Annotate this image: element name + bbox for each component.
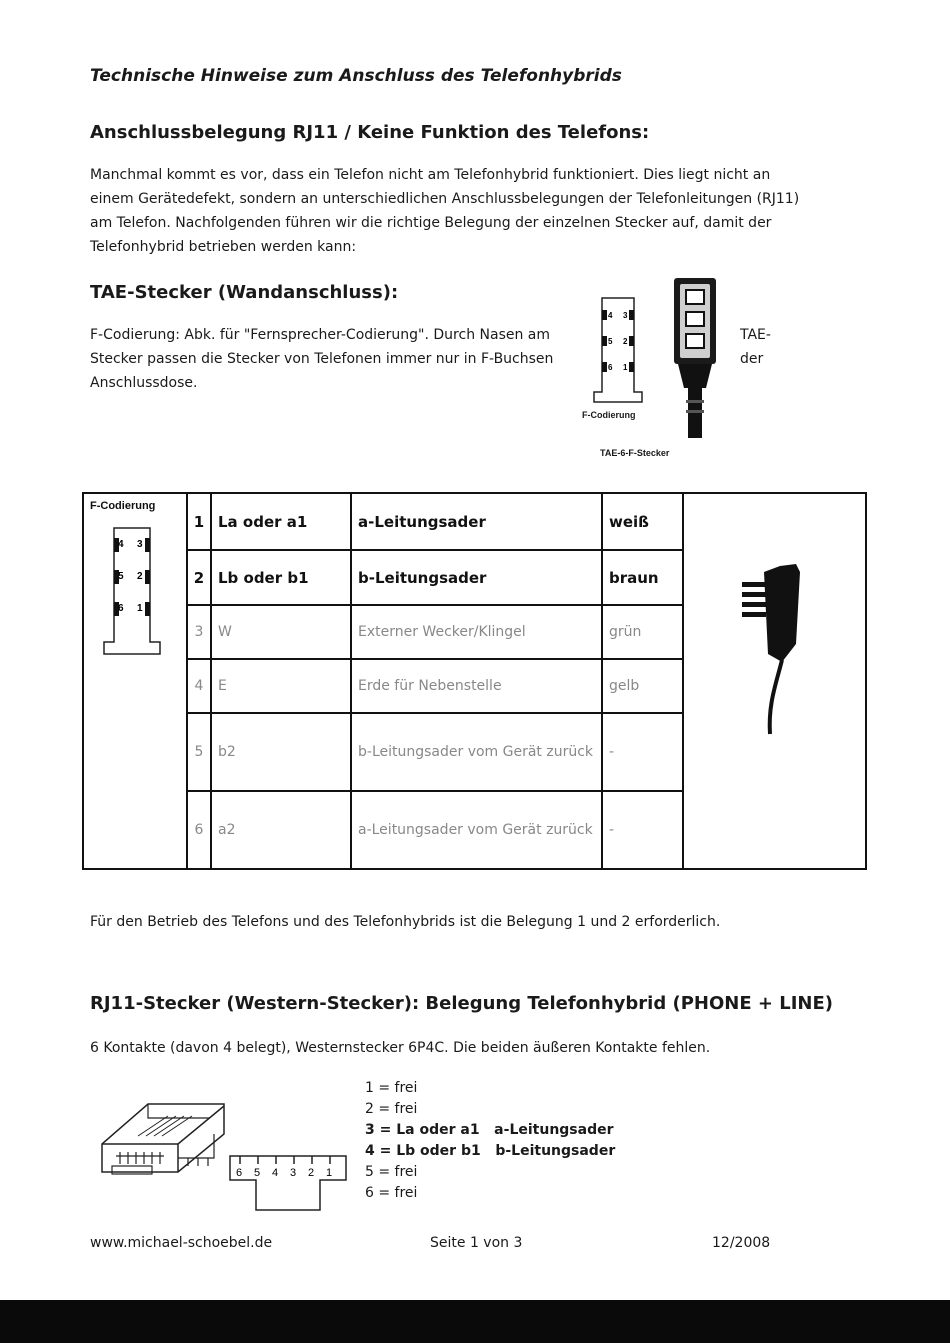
pin-number: 4 [608, 311, 613, 320]
paragraph-line: Telefonhybrid betrieben werden kann: [90, 239, 357, 255]
wire-color-cell: braun [602, 550, 683, 605]
f-codierung-caption: F-Codierung [582, 410, 636, 420]
side-text-line: TAE- [740, 327, 771, 343]
pin-description-cell: b-Leitungsader [351, 550, 602, 605]
pin-number-cell: 4 [187, 659, 211, 713]
pin-number: 3 [137, 539, 143, 550]
pin-number: 5 [608, 337, 613, 346]
pin-number: 6 [608, 363, 613, 372]
wire-color-cell: - [602, 713, 683, 791]
scan-bottom-edge [0, 1300, 950, 1343]
tae-plug-photo [684, 494, 865, 864]
paragraph-line: Manchmal kommt es vor, dass ein Telefon nicht am Telefonhybrid funktioniert. Dies liegt nicht an [90, 167, 771, 183]
pin-description-cell: Externer Wecker/Klingel [351, 605, 602, 659]
pin-number: 5 [118, 571, 124, 582]
paragraph-line: F-Codierung: Abk. für "Fernsprecher-Codierung". Durch Nasen am [90, 327, 551, 343]
pin-assignment-table [82, 492, 867, 870]
pin-number: 1 [623, 363, 628, 372]
rj11-plug-drawing [98, 1096, 228, 1186]
f-codierung-table-diagram [100, 526, 168, 666]
footer-website: www.michael-schoebel.de [90, 1235, 273, 1251]
pin-number: 6 [118, 603, 124, 614]
footer-date: 12/2008 [712, 1235, 771, 1251]
contact-item: 2 = frei [365, 1101, 418, 1117]
f-codierung-label: F-Codierung [90, 500, 156, 512]
pin-number: 2 [137, 571, 143, 582]
socket-number: 4 [272, 1167, 279, 1179]
pin-name-cell: Lb oder b1 [211, 550, 351, 605]
pin-name-cell: E [211, 659, 351, 713]
section-heading-rj11: Anschlussbelegung RJ11 / Keine Funktion des Telefons: [90, 122, 650, 143]
pin-number-cell: 1 [187, 493, 211, 550]
f-codierung-diagram [588, 296, 654, 408]
section2-paragraph [90, 323, 553, 395]
wire-color-cell: gelb [602, 659, 683, 713]
paragraph-line: einem Gerätedefekt, sondern an unterschiedlichen Anschlussbelegungen der Telefonleitungen (RJ11) [90, 191, 800, 207]
section3-paragraph: 6 Kontakte (davon 4 belegt), Westernstecker 6P4C. Die beiden äußeren Kontakte fehlen. [90, 1040, 711, 1056]
wire-color-cell: - [602, 791, 683, 869]
pin-number-cell: 6 [187, 791, 211, 869]
pin-number-cell: 3 [187, 605, 211, 659]
requirement-note: Für den Betrieb des Telefons und des Telefonhybrids ist die Belegung 1 und 2 erforderlich. [90, 914, 721, 930]
wire-color-cell: grün [602, 605, 683, 659]
pin-name-cell: b2 [211, 713, 351, 791]
section2-side-text [740, 323, 771, 371]
contact-item: 3 = La oder a1 a-Leitungsader [365, 1122, 614, 1138]
paragraph-line: Stecker passen die Stecker von Telefonen immer nur in F-Buchsen [90, 351, 554, 367]
section1-paragraph [90, 163, 799, 259]
section-heading-rj11-plug: RJ11-Stecker (Western-Stecker): Belegung Telefonhybrid (PHONE + LINE) [90, 993, 834, 1014]
pin-description-cell: a-Leitungsader vom Gerät zurück [351, 791, 602, 869]
socket-number: 2 [308, 1167, 315, 1179]
tae-plug-photo-cell [683, 493, 866, 869]
page-title: Technische Hinweise zum Anschluss des Telefonhybrids [90, 66, 622, 86]
footer-page-number: Seite 1 von 3 [430, 1235, 523, 1251]
socket-number: 5 [254, 1167, 261, 1179]
socket-number: 1 [326, 1167, 333, 1179]
pin-name-cell: W [211, 605, 351, 659]
pin-number: 4 [118, 539, 124, 550]
pin-number: 2 [623, 337, 628, 346]
wire-color-cell: weiß [602, 493, 683, 550]
table-row [83, 493, 866, 550]
paragraph-line: Anschlussdose. [90, 375, 198, 391]
contact-item: 1 = frei [365, 1080, 418, 1096]
contact-item: 4 = Lb oder b1 b-Leitungsader [365, 1143, 616, 1159]
pin-description-cell: a-Leitungsader [351, 493, 602, 550]
rj11-contact-list [365, 1078, 615, 1204]
socket-number: 6 [236, 1167, 243, 1179]
f-codierung-cell [83, 493, 187, 869]
pin-description-cell: Erde für Nebenstelle [351, 659, 602, 713]
pin-name-cell: a2 [211, 791, 351, 869]
contact-item: 5 = frei [365, 1164, 418, 1180]
section-heading-tae: TAE-Stecker (Wandanschluss): [90, 282, 399, 303]
pin-number-cell: 2 [187, 550, 211, 605]
rj11-socket-drawing [226, 1154, 350, 1218]
pin-name-cell: La oder a1 [211, 493, 351, 550]
pin-number: 3 [623, 311, 628, 320]
pin-number: 1 [137, 603, 143, 614]
contact-item: 6 = frei [365, 1185, 418, 1201]
socket-number: 3 [290, 1167, 297, 1179]
side-text-line: der [740, 351, 764, 367]
tae-plug-image [668, 276, 722, 442]
tae-plug-caption: TAE-6-F-Stecker [600, 448, 670, 458]
pin-number-cell: 5 [187, 713, 211, 791]
paragraph-line: am Telefon. Nachfolgenden führen wir die richtige Belegung der einzelnen Stecker auf, damit der [90, 215, 772, 231]
pin-description-cell: b-Leitungsader vom Gerät zurück [351, 713, 602, 791]
